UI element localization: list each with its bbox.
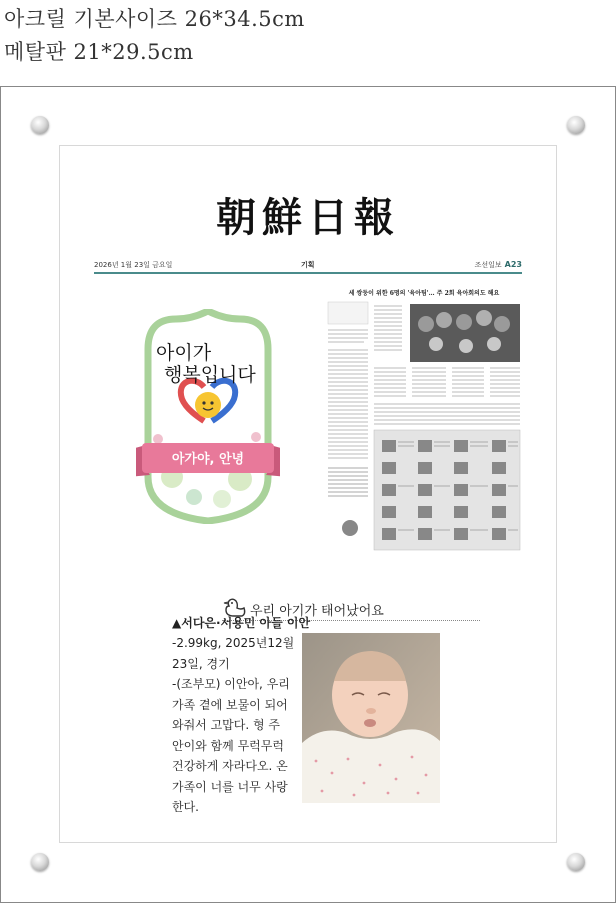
page-number: A23 bbox=[504, 260, 522, 269]
mini-page-layout bbox=[326, 288, 522, 558]
badge-line1: 아이가 bbox=[156, 342, 212, 364]
mini-headline: 세 쌍둥이 위한 6명의 '육아팀'… 주 2회 육아회의도 해요 bbox=[348, 290, 500, 297]
ribbon-text: 아가야, 안녕 bbox=[171, 452, 245, 467]
announcement-line: 안이와 함께 무럭무럭 bbox=[172, 738, 284, 753]
mini-newspaper-page bbox=[326, 288, 522, 558]
screw-bottom-left-icon bbox=[31, 853, 49, 871]
baby-photo-image bbox=[302, 633, 440, 803]
section-title: 우리 아기가 태어났어요 bbox=[250, 604, 384, 619]
baby-photo bbox=[302, 633, 440, 803]
screw-top-right-icon bbox=[567, 116, 585, 134]
announcement-heading: ▲서다은·서용민 아들 이안 bbox=[172, 616, 311, 630]
acrylic-size-label: 아크릴 기본사이즈 26*34.5cm bbox=[4, 7, 305, 31]
announcement-line: 23일, 경기 bbox=[172, 656, 230, 671]
screw-top-left-icon bbox=[31, 116, 49, 134]
screw-bottom-right-icon bbox=[567, 853, 585, 871]
badge-line2: 행복입니다 bbox=[164, 364, 256, 386]
announcement-line: -(조부모) 이안아, 우리 bbox=[172, 677, 290, 691]
badge-graphic bbox=[136, 309, 280, 524]
announcement-line: 한다. bbox=[172, 800, 199, 814]
page-info bbox=[475, 260, 522, 270]
announcement-line: 가족이 너를 너무 사랑 bbox=[172, 779, 288, 794]
metal-size-label: 메탈판 21*29.5cm bbox=[4, 40, 194, 64]
announcement-line: -2.99kg, 2025년12월 bbox=[172, 636, 295, 650]
page-header bbox=[94, 258, 522, 274]
announcement-line: 가족 곁에 보물이 되어 bbox=[172, 697, 288, 712]
announcement-body bbox=[172, 633, 304, 818]
baby-badge-illustration bbox=[136, 309, 280, 524]
paper-name: 조선일보 bbox=[474, 261, 502, 269]
newspaper-page bbox=[59, 145, 557, 843]
newspaper-masthead: 朝鮮日報 bbox=[216, 194, 400, 241]
announcement-line: 건강하게 자라다오. 온 bbox=[172, 759, 288, 773]
birth-announcement bbox=[172, 614, 311, 818]
section-name: 기획 bbox=[301, 261, 315, 269]
announcement-line: 와줘서 고맙다. 형 주 bbox=[172, 718, 280, 732]
issue-date: 2026년 1월 23일 금요일 bbox=[94, 261, 173, 269]
